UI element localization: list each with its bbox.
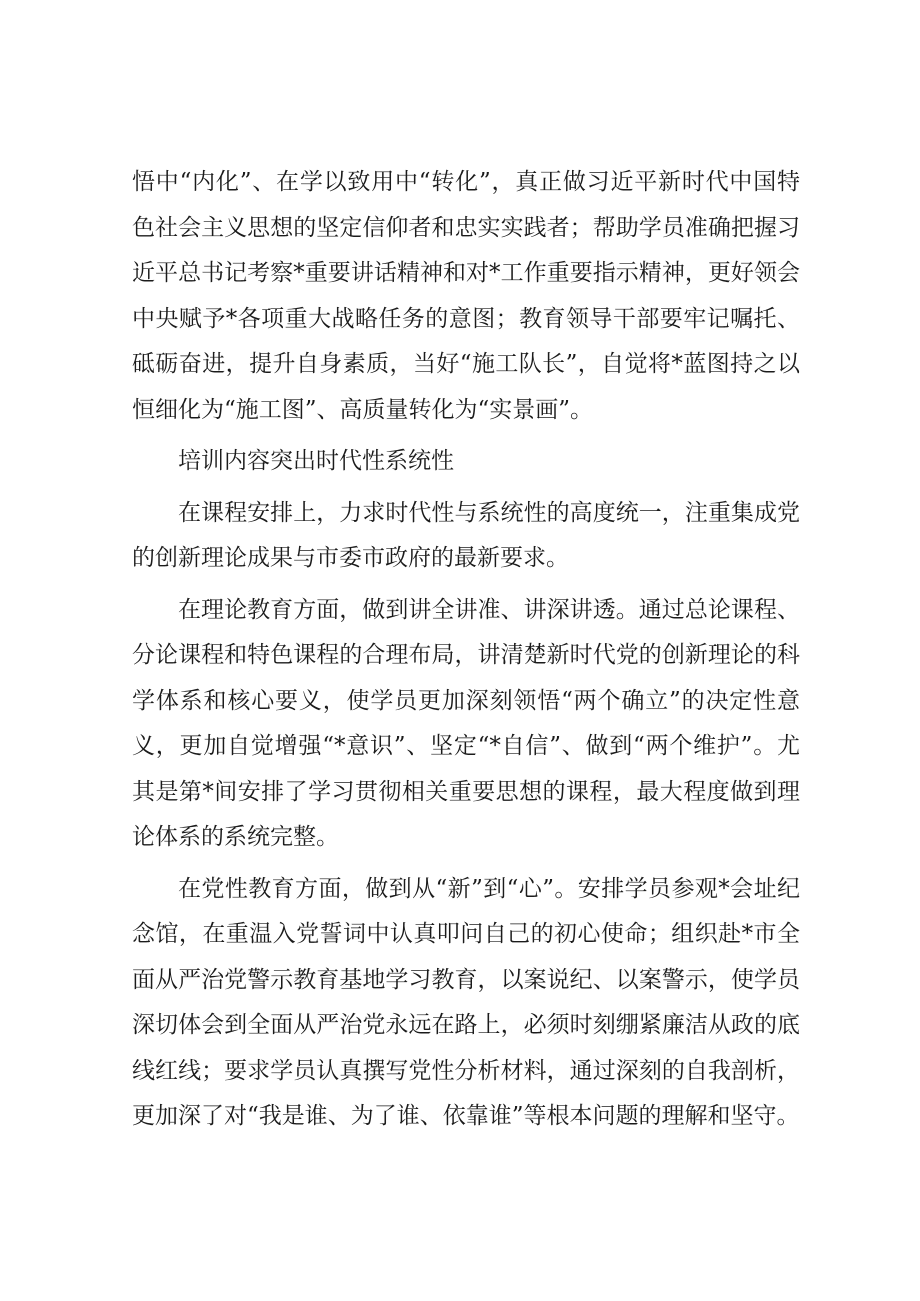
section-heading: 培训内容突出时代性系统性	[178, 448, 454, 474]
paragraph-theory-education: 在理论教育方面，做到讲全讲准、讲深讲透。通过总论课程、分论课程和特色课程的合理布局，讲清楚新时代党的创新理论的科学体系和核心要义，使学员更加深刻领悟“两个确立”的决定性意义，更加自觉增强“*意识”、坚定“*自信”、做到“两个维护”。尤其是第*间安排了学习贯彻相关重要思想的课程，最大程度做到理论体系的系统完整。	[132, 596, 800, 850]
paragraph-continued: 悟中“内化”、在学以致用中“转化”，真正做习近平新时代中国特色社会主义思想的坚定信仰者和忠实实践者；帮助学员准确把握习近平总书记考察*重要讲话精神和对*工作重要指示精神，更好领会中央赋予*各项重大战略任务的意图；教育领导干部要牢记嘱托、砥砺奋进，提升自身素质，当好“施工队长”，自觉将*蓝图持之以恒细化为“施工图”、高质量转化为“实景画”。	[132, 169, 800, 423]
paragraph-course-arrangement: 在课程安排上，力求时代性与系统性的高度统一，注重集成党的创新理论成果与市委市政府的最新要求。	[132, 499, 800, 571]
paragraph-party-spirit-education: 在党性教育方面，做到从“新”到“心”。安排学员参观*会址纪念馆，在重温入党誓词中认真叩问自己的初心使命；组织赴*市全面从严治党警示教育基地学习教育，以案说纪、以案警示，使学员深切体会到全面从严治党永远在路上，必须时刻绷紧廉洁从政的底线红线；要求学员认真撰写党性分析材料，通过深刻的自我剖析，更加深了对“我是谁、为了谁、依靠谁”等根本问题的理解和坚守。	[132, 875, 800, 1129]
document-body	[132, 160, 800, 1146]
